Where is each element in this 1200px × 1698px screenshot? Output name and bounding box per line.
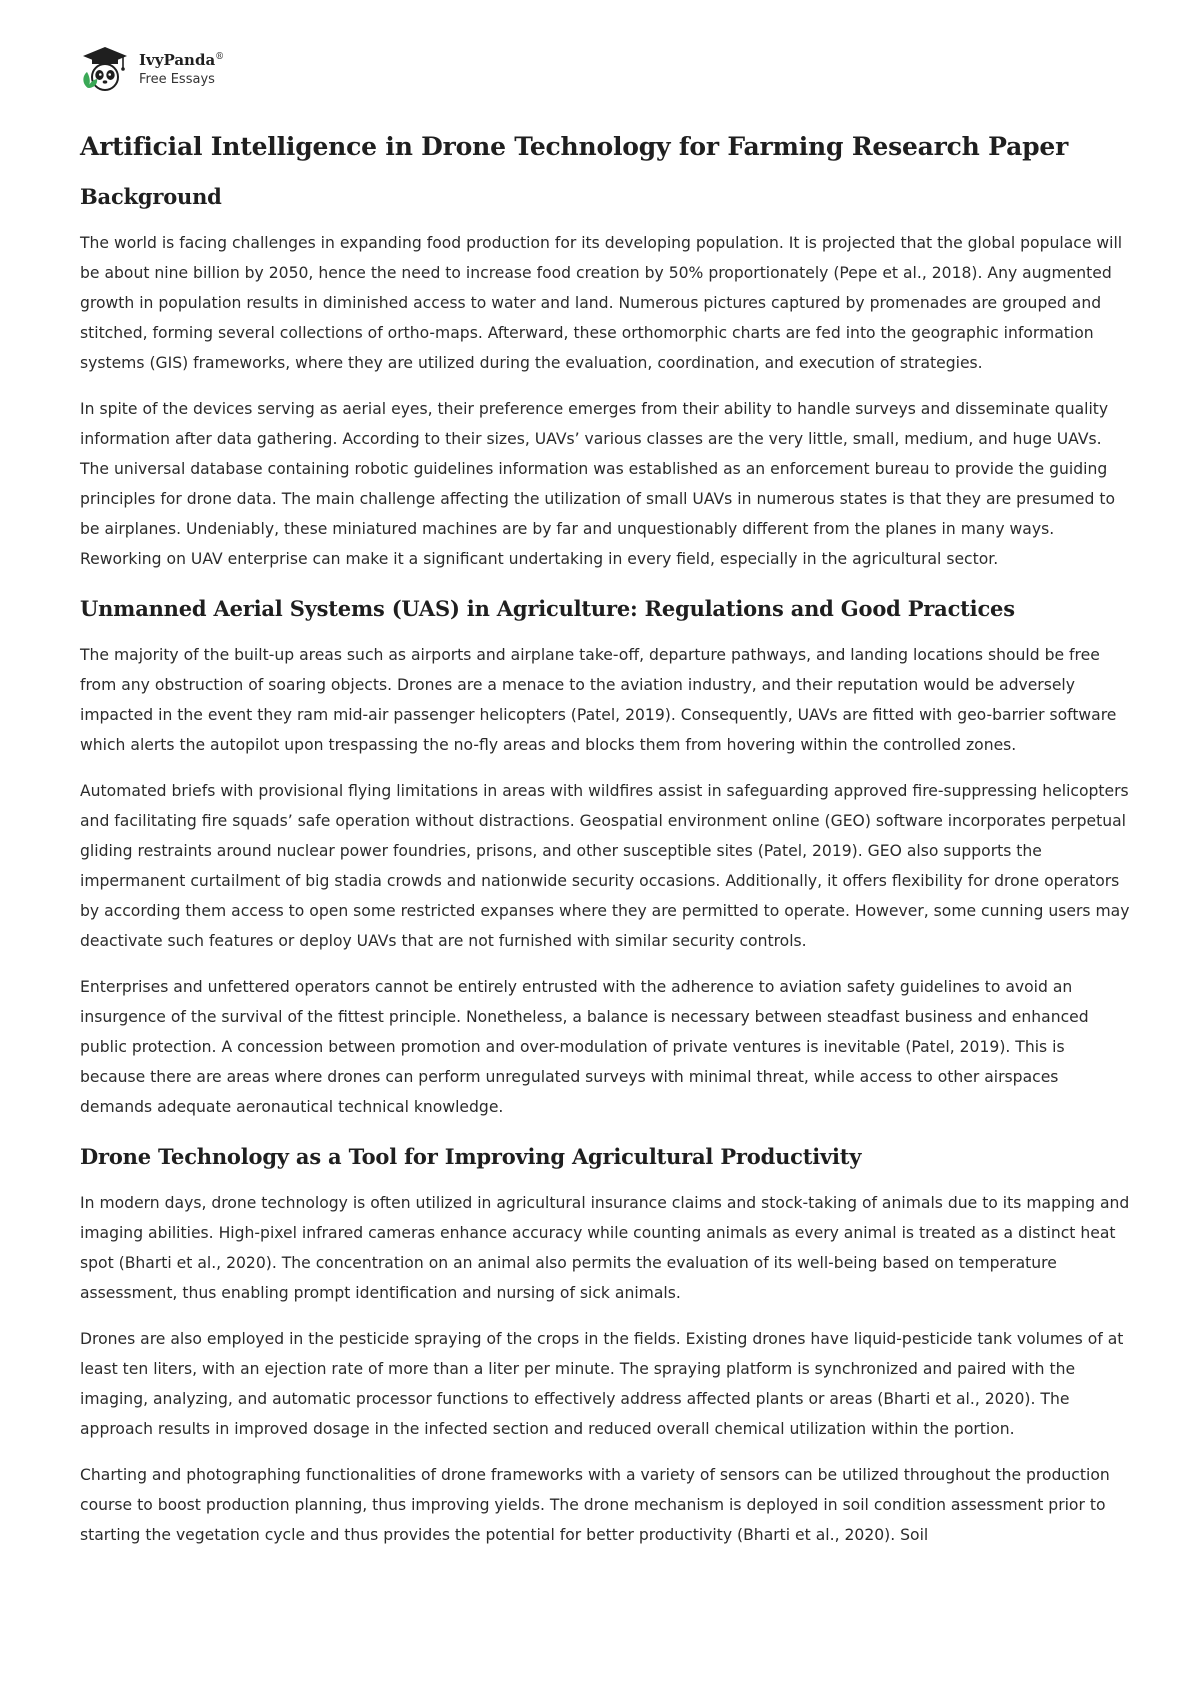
section-heading-uas-regulations: Unmanned Aerial Systems (UAS) in Agriculture: Regulations and Good Practices — [80, 596, 1015, 621]
site-logo[interactable] — [80, 44, 1132, 94]
article-page — [80, 44, 1132, 1550]
paragraph: In modern days, drone technology is often utilized in agricultural insurance claims and stock-taking of animals due to its mapping and imaging abilities. High-pixel infrared cameras enhance accuracy while counting animals as every animal is treated as a distinct heat spot (Bharti et al., 2020). The concentration on an animal also permits the evaluation of its well-being based on temperature assessment, thus enabling prompt identification and nursing of sick animals. — [80, 1194, 1130, 1302]
paragraph: Enterprises and unfettered operators cannot be entirely entrusted with the adherence to aviation safety guidelines to avoid an insurgence of the survival of the fittest principle. Nonetheless, a balance is necessary between steadfast business and enhanced public protection. A concession between promotion and over-modulation of private ventures is inevitable (Patel, 2019). This is because there are areas where drones can perform unregulated surveys with minimal threat, while access to other airspaces demands adequate aeronautical technical knowledge. — [80, 978, 1089, 1116]
page-title: Artificial Intelligence in Drone Technology for Farming Research Paper — [80, 132, 1069, 161]
paragraph: The majority of the built-up areas such as airports and airplane take-off, departure pathways, and landing locations should be free from any obstruction of soaring objects. Drones are a menace to the aviation industry, and their reputation would be adversely impacted in the event they ram mid-air passenger helicopters (Patel, 2019). Consequently, UAVs are fitted with geo-barrier software which alerts the autopilot upon trespassing the no-fly areas and blocks them from hovering within the controlled zones. — [80, 646, 1117, 754]
registered-mark: ® — [215, 51, 225, 62]
paragraph: Charting and photographing functionalities of drone frameworks with a variety of sensors can be utilized throughout the production course to boost production planning, thus improving yields. The drone mechanism is deployed in soil condition assessment prior to starting the vegetation cycle and thus provides the potential for better productivity (Bharti et al., 2020). Soil — [80, 1466, 1110, 1544]
paragraph: Drones are also employed in the pesticide spraying of the crops in the fields. Existing drones have liquid-pesticide tank volumes of at least ten liters, with an ejection rate of more than a liter per minute. The spraying platform is synchronized and paired with the imaging, analyzing, and automatic processor functions to effectively address affected plants or areas (Bharti et al., 2020). The approach results in improved dosage in the infected section and reduced overall chemical utilization within the portion. — [80, 1330, 1124, 1438]
panda-graduate-icon — [80, 44, 130, 94]
paragraph: Automated briefs with provisional flying limitations in areas with wildfires assist in safeguarding approved fire-suppressing helicopters and facilitating fire squads’ safe operation without distractions. Geospatial environment online (GEO) software incorporates perpetual gliding restraints around nuclear power foundries, prisons, and other susceptible sites (Patel, 2019). GEO also supports the impermanent curtailment of big stadia crowds and nationwide security occasions. Additionally, it offers flexibility for drone operators by according them access to open some restricted expanses where they are permitted to operate. However, some cunning users may deactivate such features or deploy UAVs that are not furnished with similar security controls. — [80, 782, 1130, 950]
paragraph: The world is facing challenges in expanding food production for its developing population. It is projected that the global populace will be about nine billion by 2050, hence the need to increase food creation by 50% proportionately (Pepe et al., 2018). Any augmented growth in population results in diminished access to water and land. Numerous pictures captured by promenades are grouped and stitched, forming several collections of ortho-maps. Afterward, these orthomorphic charts are fed into the geographic information systems (GIS) frameworks, where they are utilized during the evaluation, coordination, and execution of strategies. — [80, 234, 1123, 372]
section-heading-background: Background — [80, 184, 222, 209]
logo-text — [139, 50, 225, 87]
logo-tagline: Free Essays — [139, 71, 215, 87]
paragraph: In spite of the devices serving as aerial eyes, their preference emerges from their ability to handle surveys and disseminate quality information after data gathering. According to their sizes, UAVs’ various classes are the very little, small, medium, and huge UAVs. The universal database containing robotic guidelines information was established as an enforcement bureau to provide the guiding principles for drone data. The main challenge affecting the utilization of small UAVs in numerous states is that they are presumed to be airplanes. Undeniably, these miniatured machines are by far and unquestionably different from the planes in many ways. Reworking on UAV enterprise can make it a significant undertaking in every field, especially in the agricultural sector. — [80, 400, 1115, 568]
section-heading-drone-productivity: Drone Technology as a Tool for Improving Agricultural Productivity — [80, 1144, 862, 1169]
logo-brand: IvyPanda® — [139, 50, 225, 69]
